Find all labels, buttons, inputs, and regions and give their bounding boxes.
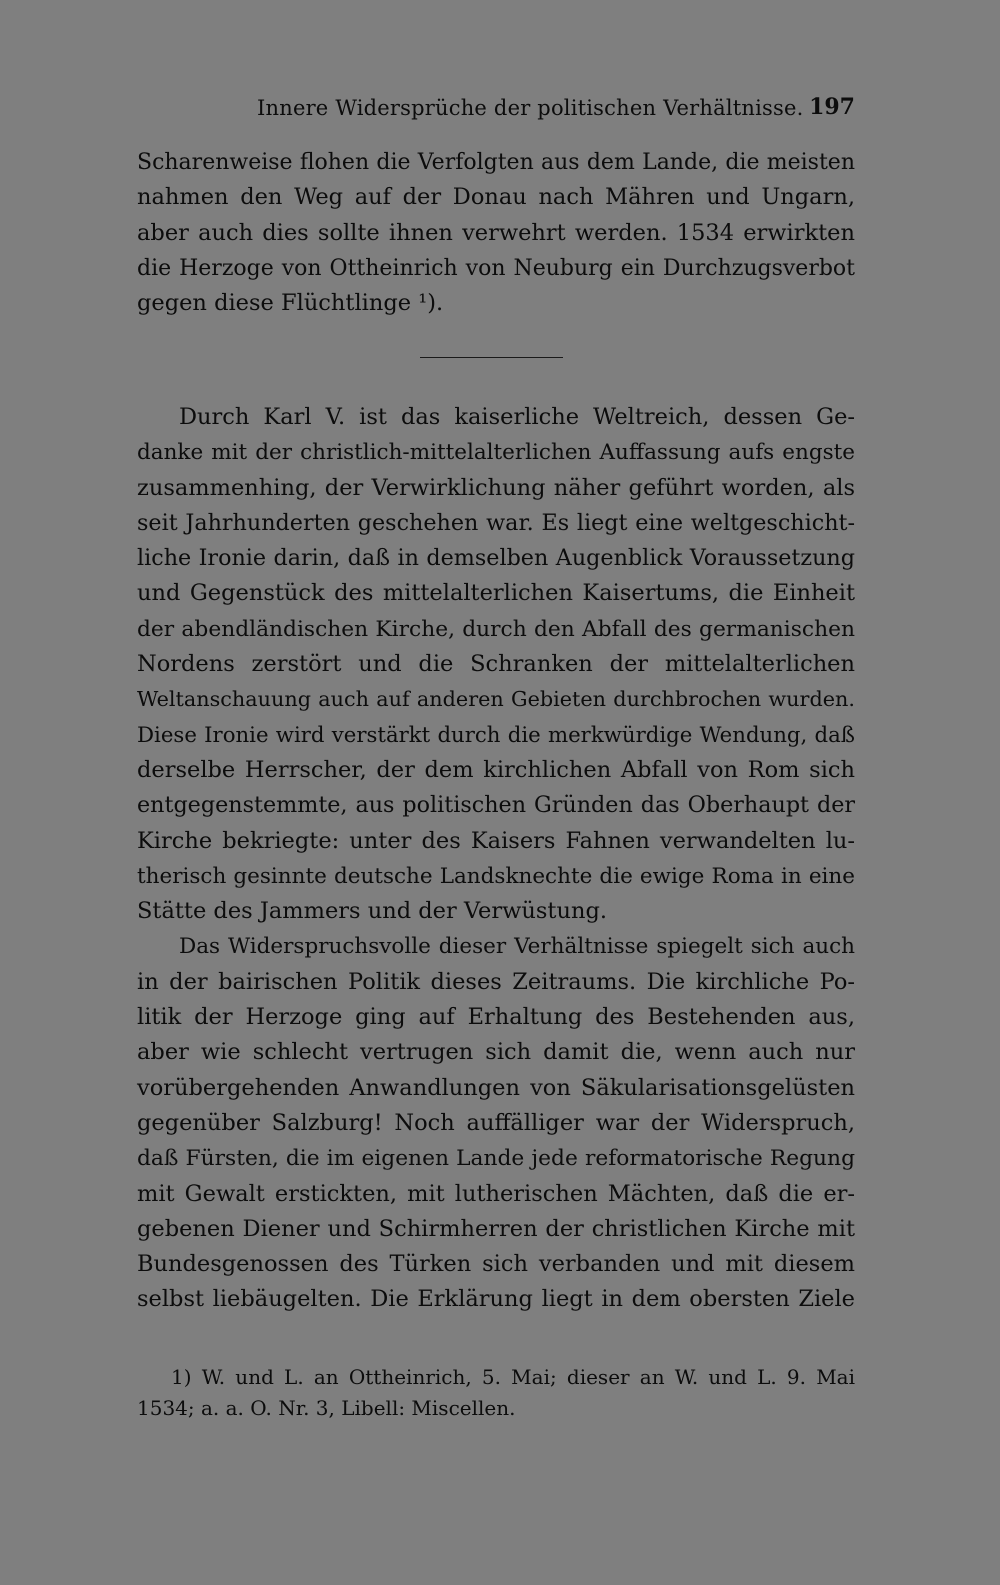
text-line: Kirche bekriegte: unter des Kaisers Fahnen verwandelten lu- <box>137 827 855 854</box>
text-line: seit Jahrhunderten geschehen war. Es liegt eine weltgeschicht- <box>137 509 855 536</box>
text-line: Stätte des Jammers und der Verwüstung. <box>137 898 608 925</box>
text-line: Scharenweise flohen die Verfolgten aus dem Lande, die meisten <box>137 150 855 175</box>
text-line: gegenüber Salzburg! Noch auffälliger war der Widerspruch, <box>137 1109 855 1136</box>
text-line: selbst liebäugelten. Die Erklärung liegt in dem obersten Ziele <box>137 1286 855 1313</box>
text-line: derselbe Herrscher, der dem kirchlichen Abfall von Rom sich <box>137 756 855 783</box>
text-line: die Herzoge von Ottheinrich von Neuburg ein Durchzugsverbot <box>137 255 855 281</box>
text-line: daß Fürsten, die im eigenen Lande jede reformatorische Regung <box>137 1146 855 1172</box>
text-line: in der bairischen Politik dieses Zeitraums. Die kirchliche Po- <box>137 968 855 995</box>
page-header <box>137 92 855 132</box>
text-line: Diese Ironie wird verstärkt durch die merkwürdige Wendung, daß <box>137 722 855 748</box>
footnote-line: 1) W. und L. an Ottheinrich, 5. Mai; dieser an W. und L. 9. Mai <box>171 1365 855 1389</box>
text-line: danke mit der christlich-mittelalterlichen Auffassung aufs engste <box>137 440 855 466</box>
text-line: vorübergehenden Anwandlungen von Säkularisationsgelüsten <box>137 1074 855 1101</box>
book-page <box>137 0 855 1585</box>
text-line: therisch gesinnte deutsche Landsknechte die ewige Roma in eine <box>137 863 855 889</box>
running-head: Innere Widersprüche der politischen Verhältnisse. <box>257 96 804 120</box>
text-line: Bundesgenossen des Türken sich verbanden und mit diesem <box>137 1251 855 1278</box>
text-line: gebenen Diener und Schirmherren der christlichen Kirche mit <box>137 1215 855 1242</box>
text-line: zusammenhing, der Verwirklichung näher geführt worden, als <box>137 474 855 501</box>
text-line: aber auch dies sollte ihnen verwehrt werden. 1534 erwirkten <box>137 219 855 246</box>
text-line: der abendländischen Kirche, durch den Abfall des germanischen <box>137 616 855 642</box>
text-line: liche Ironie darin, daß in demselben Augenblick Voraussetzung <box>137 545 855 572</box>
text-line: litik der Herzoge ging auf Erhaltung des Bestehenden aus, <box>137 1004 855 1031</box>
paragraph-2 <box>137 400 855 1318</box>
text-line: Nordens zerstört und die Schranken der mittelalterlichen <box>137 651 855 678</box>
text-line: Weltanschauung auch auf anderen Gebieten durchbrochen wurden. <box>137 687 855 712</box>
section-divider <box>420 357 563 358</box>
text-line: Durch Karl V. ist das kaiserliche Weltreich, dessen Ge- <box>179 404 855 430</box>
text-line: entgegenstemmte, aus politischen Gründen das Oberhaupt der <box>137 792 855 819</box>
text-line: aber wie schlecht vertrugen sich damit die, wenn auch nur <box>137 1039 855 1066</box>
page-number: 197 <box>809 94 855 120</box>
footnote-line: 1534; a. a. O. Nr. 3, Libell: Miscellen. <box>137 1396 516 1420</box>
text-line: Das Widerspruchsvolle dieser Verhältnisse spiegelt sich auch <box>179 934 855 960</box>
text-line: gegen diese Flüchtlinge ¹). <box>137 290 444 317</box>
footnote <box>137 1362 855 1424</box>
text-line: und Gegenstück des mittelalterlichen Kaisertums, die Einheit <box>137 580 855 607</box>
text-line: nahmen den Weg auf der Donau nach Mähren und Ungarn, <box>137 184 855 211</box>
paragraph-1 <box>137 145 855 321</box>
text-line: mit Gewalt erstickten, mit lutherischen Mächten, daß die er- <box>137 1180 855 1207</box>
